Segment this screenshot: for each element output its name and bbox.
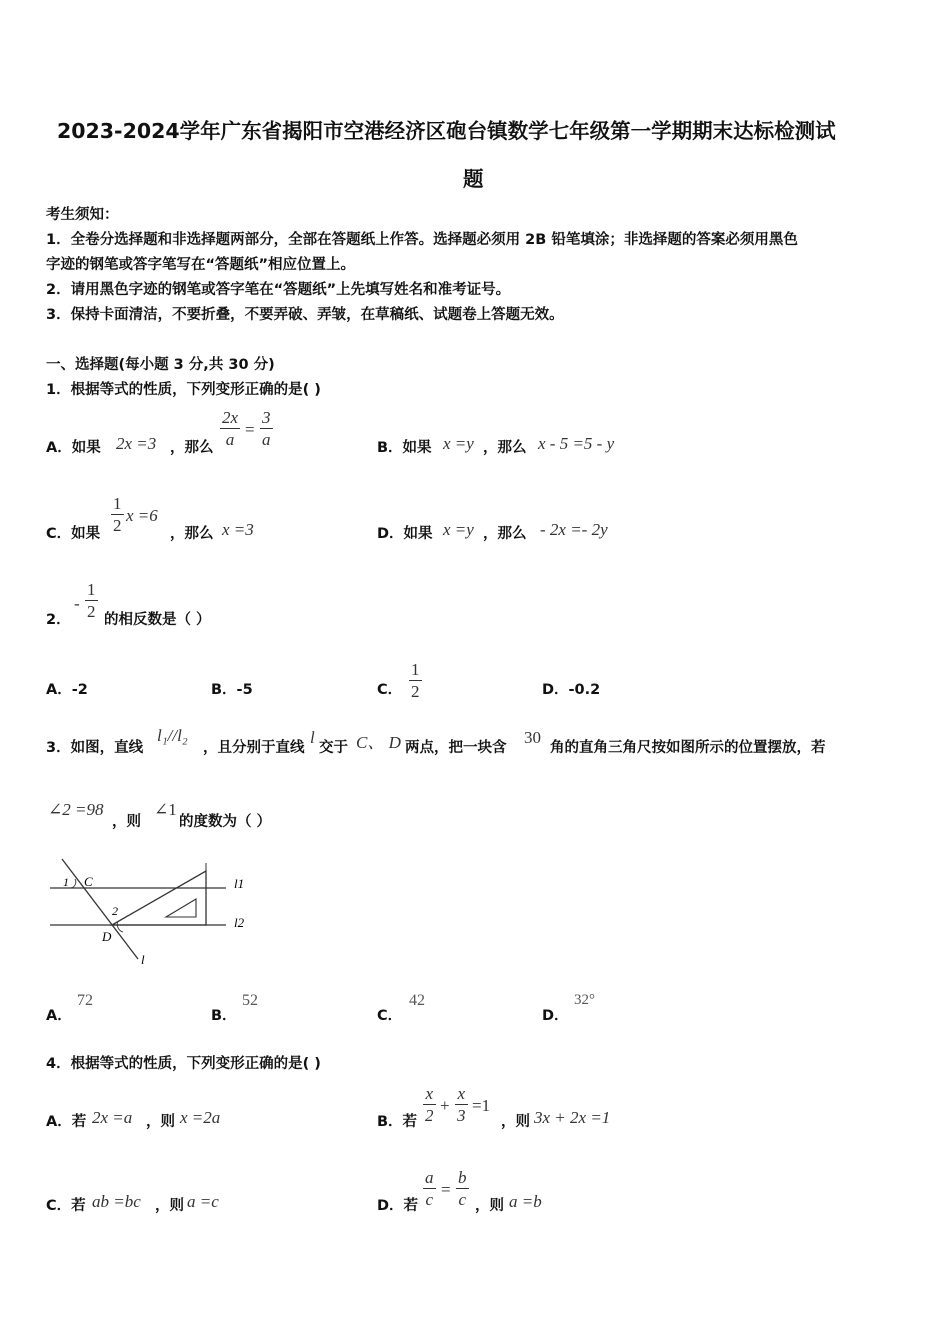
q4-b-fraction-1: $\frac{x}{2}$	[425, 1084, 434, 1125]
figure-label-2: 2	[112, 904, 118, 918]
q3-stem-a: 3．如图，直线	[46, 740, 144, 756]
q1-b-condition: x =y	[443, 434, 474, 453]
q3-parallel-lines: l₁//l₂	[157, 726, 188, 745]
q4-b-fraction-2: $\frac{x}{3}$	[457, 1084, 466, 1125]
figure-label-c: C	[84, 874, 93, 889]
q1-d-then: ，那么	[483, 526, 527, 542]
q4-b-result: 3x + 2x =1	[534, 1108, 611, 1127]
figure-label-l: l	[141, 952, 145, 967]
q4-c-condition: ab =bc	[92, 1192, 141, 1211]
line-l	[62, 859, 138, 959]
q3-figure	[44, 855, 258, 973]
q3-30-degrees: 30	[524, 728, 541, 747]
q4-a-label: A．若	[46, 1114, 87, 1130]
q2-number: 2．	[46, 612, 71, 628]
q3-points-cd: C、 D	[356, 733, 401, 752]
section-heading: 一、选择题(每小题 3 分,共 30 分)	[46, 357, 275, 373]
q4-b-plus: +	[440, 1096, 450, 1115]
q4-b-label: B．若	[377, 1114, 418, 1130]
q3-d-value: 32°	[574, 992, 595, 1008]
q1-a-label: A．如果	[46, 440, 101, 456]
q3-d-label: D．	[542, 1008, 569, 1024]
figure-label-l2: l2	[234, 915, 245, 930]
question-3-stem	[46, 724, 926, 764]
q4-c-result: a =c	[187, 1192, 219, 1211]
q3-c-label: C．	[377, 1008, 403, 1024]
notice-item-3: 3．保持卡面清洁，不要折叠，不要弄破、弄皱，在草稿纸、试题卷上答题无效。	[46, 307, 564, 323]
notice-heading: 考生须知：	[46, 207, 119, 223]
q4-d-label: D．若	[377, 1198, 419, 1214]
q4-d-result: a =b	[509, 1192, 542, 1211]
q1-b-result: x - 5 =5 - y	[538, 434, 615, 453]
q3-stem-d: 两点，把一块含	[405, 740, 507, 756]
angle-2-arc	[117, 921, 123, 932]
q2-option-a: A．-2	[46, 682, 88, 698]
q1-a-fraction-left: $\frac{2x}{a}$	[222, 408, 239, 449]
q2-fraction: $\frac{1}{2}$	[87, 580, 96, 621]
figure-label-l1: l1	[234, 876, 245, 891]
q4-a-condition: 2x =a	[92, 1108, 133, 1127]
q2-c-fraction: $\frac{1}{2}$	[411, 660, 420, 701]
q3-line-l: l	[310, 728, 315, 747]
q4-c-then: ，则	[155, 1198, 184, 1214]
q3-stem-f: ，则	[112, 814, 141, 830]
q2-option-b: B．-5	[211, 682, 253, 698]
q4-a-then: ，则	[146, 1114, 175, 1130]
q3-a-label: A．	[46, 1008, 72, 1024]
q4-d-fraction-2: $\frac{b}{c}$	[458, 1168, 467, 1209]
q1-a-equals: =	[245, 420, 255, 439]
q2-minus: -	[74, 594, 80, 613]
figure-label-1: 1	[63, 875, 69, 889]
q4-d-equals: =	[441, 1180, 451, 1199]
question-1-stem: 1．根据等式的性质，下列变形正确的是( )	[46, 382, 321, 398]
notice-item-1: 1．全卷分选择题和非选择题两部分，全部在答题纸上作答。选择题必须用 2B 铅笔填涂；非选择题的答案必须用黑色	[46, 232, 798, 248]
q4-d-then: ，则	[475, 1198, 504, 1214]
q1-a-fraction-right: $\frac{3}{a}$	[262, 408, 271, 449]
page-title-continued: 题	[463, 167, 484, 191]
question-4-stem: 4．根据等式的性质，下列变形正确的是( )	[46, 1056, 321, 1072]
notice-item-2: 2．请用黑色字迹的钢笔或答字笔在“答题纸”上先填写姓名和准考证号。	[46, 282, 511, 298]
q1-a-then: ，那么	[170, 440, 214, 456]
q3-c-value: 42	[409, 992, 425, 1009]
q1-b-then: ，那么	[483, 440, 527, 456]
page-title: 2023-2024学年广东省揭阳市空港经济区砲台镇数学七年级第一学期期末达标检测试	[57, 119, 836, 143]
q4-d-fraction-1: $\frac{a}{c}$	[425, 1168, 434, 1209]
q1-c-result: x =3	[222, 520, 254, 539]
q3-stem-g: 的度数为（ ）	[179, 814, 272, 830]
q3-angle-1: ∠1	[154, 800, 177, 819]
q4-b-equals-one: =1	[472, 1096, 491, 1115]
q3-angle-2-value: ∠2 =98	[48, 800, 104, 819]
q4-c-label: C．若	[46, 1198, 86, 1214]
notice-item-1-continued: 字迹的钢笔或答字笔写在“答题纸”相应位置上。	[46, 257, 356, 273]
q1-a-condition: 2x =3	[116, 434, 157, 453]
q3-a-value: 72	[77, 992, 93, 1009]
figure-label-d: D	[102, 929, 112, 944]
set-square-inner	[166, 899, 196, 917]
q1-d-result: - 2x =- 2y	[540, 520, 608, 539]
angle-1-arc	[70, 879, 76, 888]
q3-stem-c: 交于	[319, 740, 348, 756]
q3-stem-b: ，且分别于直线	[203, 740, 305, 756]
q3-b-label: B．	[211, 1008, 237, 1024]
q2-stem: 的相反数是（ ）	[104, 612, 211, 628]
q3-b-value: 52	[242, 992, 258, 1009]
q1-b-label: B．如果	[377, 440, 432, 456]
q4-a-result: x =2a	[180, 1108, 221, 1127]
q3-stem-e: 角的直角三角尺按如图所示的位置摆放，若	[550, 740, 826, 756]
q2-option-d: D．-0.2	[542, 682, 601, 698]
q2-c-label: C．	[377, 682, 403, 698]
q1-c-then: ，那么	[170, 526, 214, 542]
q1-c-label: C．如果	[46, 526, 101, 542]
q1-d-condition: x =y	[443, 520, 474, 539]
q1-c-condition: x =6	[126, 506, 158, 525]
q4-b-then: ，则	[501, 1114, 530, 1130]
q1-d-label: D．如果	[377, 526, 433, 542]
q1-c-fraction: $\frac{1}{2}$	[113, 494, 122, 535]
